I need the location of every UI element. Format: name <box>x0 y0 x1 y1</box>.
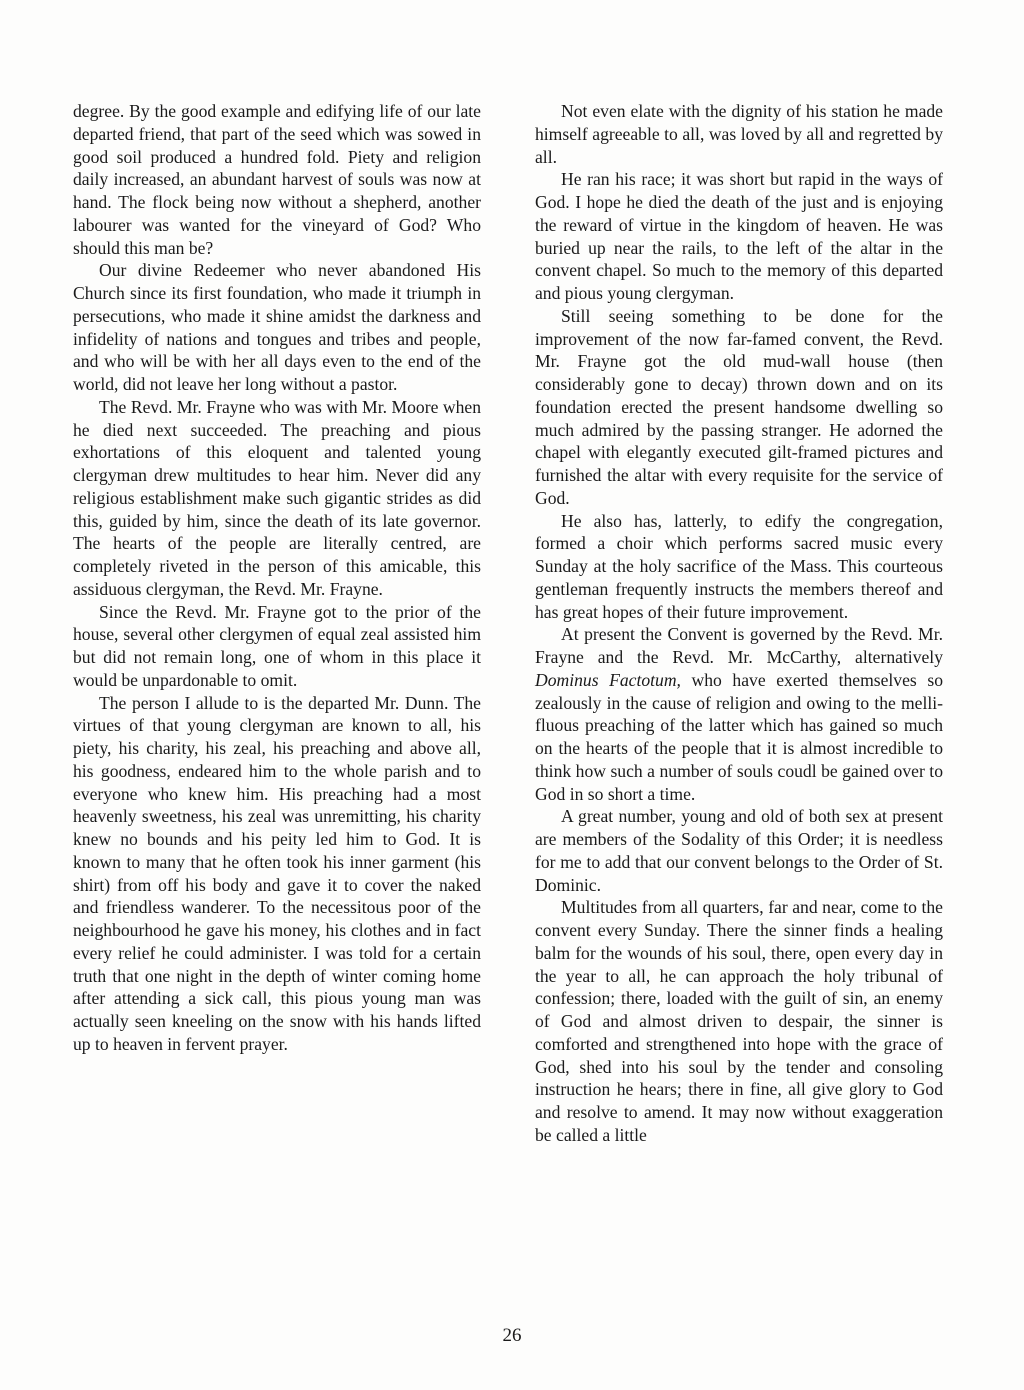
paragraph-with-italic <box>535 623 943 805</box>
paragraph: Since the Revd. Mr. Frayne got to the prior of the house, several other clergymen of equal zeal assisted him but did not remain long, one of whom in this place it would be unpardonable to omit. <box>73 601 481 690</box>
right-text-column <box>535 100 943 1147</box>
paragraph: The person I allude to is the departed Mr. Dunn. The virtues of that young clergyman are known to all, his piety, his charity, his zeal, his preaching and above all, his goodness, endeared him to the whole parish and to everyone who knew him. His preaching had a most heavenly sweetness, his zeal was unremitting, his charity knew no bounds and his peity led him to God. It is known to many that he often took his inner garment (his shirt) from off his body and gave it to cover the naked and friendless wanderer. To the necessitous poor of the neighbourhood he gave his money, his clothes and in fact every relief he could administer. I was told for a certain truth that one night in the depth of winter coming home after attending a sick call, this pious young man was actually seen kneeling on the snow with his hands lifted up to heaven in fervent prayer. <box>73 692 481 1054</box>
paragraph: Not even elate with the dignity of his station he made himself agreeable to all, was loved by all and regretted by all. <box>535 101 943 167</box>
paragraph: Still seeing something to be done for the improvement of the now far-famed convent, the Revd. Mr. Frayne got the old mud-wall house (then considerably gone to decay) thrown down and on its foundation erected the present handsome dwelling so much admired by the passing stranger. He adorned the chapel with elegantly executed gilt-framed pictures and furnished the altar with every requisite for the service of God. <box>535 305 943 508</box>
page-number: 26 <box>502 1325 522 1346</box>
paragraph: degree. By the good example and edifying life of our late departed friend, that part of the seed which was sowed in good soil produced a hundred fold. Piety and religion daily increased, an abundant harvest of souls was now at hand. The flock being now without a shepherd, another labourer was wanted for the vineyard of God? Who should this man be? <box>73 101 481 258</box>
paragraph: A great number, young and old of both sex at present are members of the Sodality of this Order; it is needless for me to add that our convent belongs to the Order of St. Dominic. <box>535 806 943 895</box>
paragraph: The Revd. Mr. Frayne who was with Mr. Moore when he died next succeeded. The preaching and pious exhortations of this eloquent and talented young clergyman drew multitudes to hear him. Never did any religious establishment make such gigantic strides as did this, guided by him, since the death of its late governor. The hearts of the people are literally centred, are completely riveted in the person of this amicable, this assiduous clergyman, the Revd. Mr. Frayne. <box>73 396 481 599</box>
paragraph: He also has, latterly, to edify the congregation, formed a choir which performs sacred music every Sunday at the holy sacrifice of the Mass. This courteous gentleman frequently instructs the members thereof and has great hopes of their future improvement. <box>535 510 943 622</box>
paragraph: He ran his race; it was short but rapid in the ways of God. I hope he died the death of the just and is enjoying the reward of virtue in the kingdom of heaven. He was buried up near the rails, to the left of the altar in the convent chapel. So much to the memory of this departed and pious young clergyman. <box>535 169 943 303</box>
left-text-column <box>73 100 481 1056</box>
paragraph: Multitudes from all quarters, far and near, come to the convent every Sunday. There the sinner finds a healing balm for the wounds of his soul, there, open every day in the year to all, he can approach the holy tribunal of confession; there, loaded with the guilt of sin, an enemy of God and almost driven to despair, the sinner is comforted and strengthened into hope with the grace of God, shed into his soul by the tender and consoling instruction he hears; there in fine, all give glory to God and resolve to amend. It may now without exaggeration be called a little <box>535 897 943 1145</box>
italic-phrase: Dominus Factotum, <box>535 669 681 690</box>
paragraph: Our divine Redeemer who never abandoned His Church since its first foundation, who made it triumph in persecutions, who made it shine amidst the darkness and infidelity of nations and tongues and tribes and people, and who will be with her all days even to the end of the world, did not leave her long without a pastor. <box>73 260 481 394</box>
text-run: who have exerted themselves so zealously in the cause of religion and owing to the mellifluous preaching of the latter which has gained so much on the hearts of the people that it is almost incredible to think how such a number of souls coudl be gained over to God in so short a time. <box>535 669 943 804</box>
text-run: At present the Convent is governed by the Revd. Mr. Frayne and the Revd. Mr. McCarthy, alternatively <box>535 624 943 667</box>
